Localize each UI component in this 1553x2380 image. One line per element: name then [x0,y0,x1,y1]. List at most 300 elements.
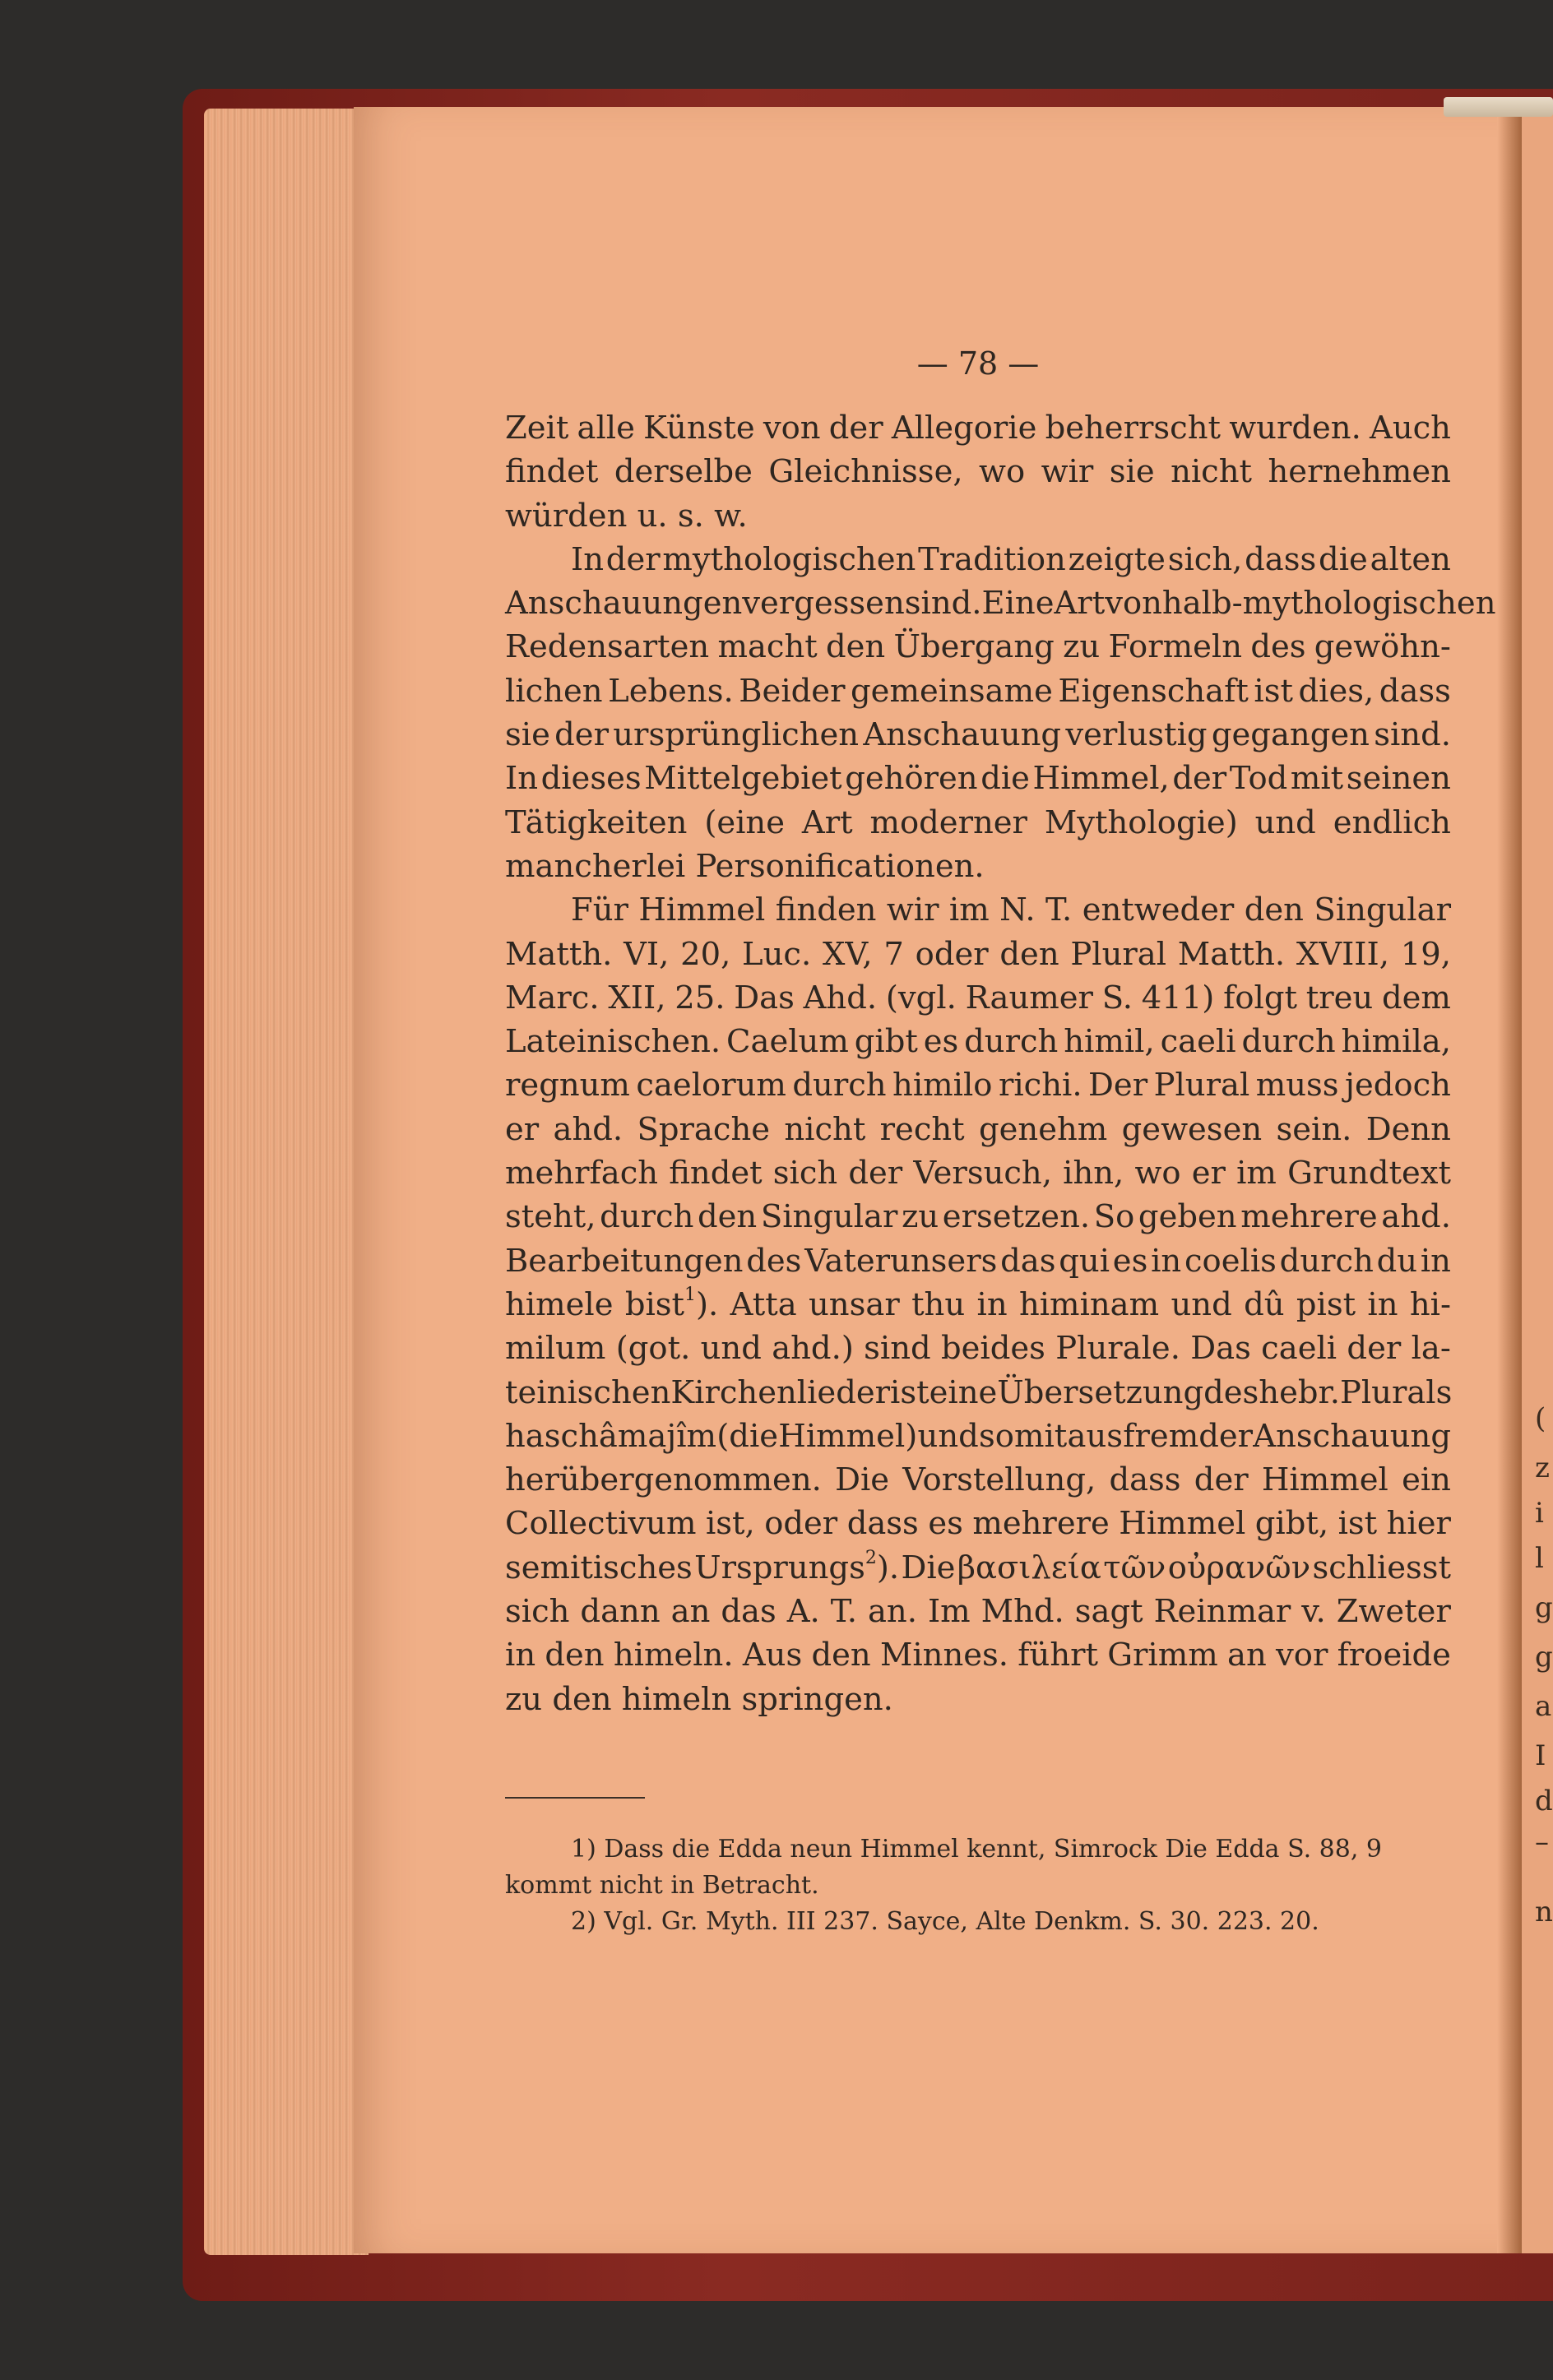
word: finden [775,891,877,929]
word: durch [600,1198,694,1236]
word: 7 [883,935,904,973]
word: du [1376,1242,1418,1280]
word: 20, [680,935,731,973]
word: gibt [854,1023,918,1061]
word: lichen [505,672,603,710]
word: ist [890,1373,929,1411]
word: Raumer [965,979,1093,1016]
word: mehrere [1240,1198,1378,1236]
word: Ahd. [803,979,878,1016]
word: sich, [1167,540,1243,578]
word: ersetzen. [942,1198,1091,1236]
word: halb-mythologischen [1161,585,1496,623]
text-line [505,1195,1451,1239]
word: Ursprungs$^2$). [694,1547,900,1586]
word: Sprache [637,1110,771,1148]
next-page-glyph: ( [1535,1402,1546,1435]
text-line [505,933,1451,976]
word: ihn, [1063,1155,1124,1192]
word: Mythologie) [1044,803,1238,841]
word: himinam [1018,1285,1160,1323]
word: das [1000,1242,1056,1280]
word: Plurale. [1055,1330,1180,1368]
word: den [1244,891,1304,929]
word: Matth. [505,935,613,973]
word: τῶν [1103,1549,1166,1586]
text-line [505,713,1451,757]
word: und [1171,1285,1232,1323]
word: alle [577,410,635,447]
text-line [505,625,1451,669]
word: 25. [675,979,726,1016]
word: Collectivum [505,1505,697,1543]
word: A. [786,1593,820,1631]
footnote-1-line-2: kommt nicht in Betracht. [505,1870,819,1900]
line-text: mancherlei Personificationen. [505,847,985,885]
next-page-glyph: i [1535,1497,1544,1530]
word: sich [505,1593,570,1631]
word: durch [792,1067,887,1104]
word: Im [927,1593,971,1631]
word: Mittelgebiet [644,760,842,798]
text-line [505,801,1451,845]
word: entweder [1082,891,1235,929]
word: es [923,1023,959,1061]
bookmark-ribbon [1444,97,1553,117]
text-line [505,976,1451,1020]
word: himele [505,1285,614,1323]
word: im [1236,1155,1277,1192]
word: Singular [1314,891,1451,929]
word: froeide [1337,1637,1451,1674]
word: Plurals [1339,1373,1453,1411]
word: ahd. [1381,1198,1451,1236]
word: den [811,1637,871,1674]
word: geben [1138,1198,1237,1236]
word: Himmel [1119,1505,1246,1543]
word: und [700,1330,762,1368]
word: den [545,1637,605,1674]
next-page-glyph: d [1535,1785,1553,1817]
word: findet [669,1155,763,1192]
word: Anschauungen [505,585,743,623]
word: ist, [705,1505,755,1543]
word: wo [1134,1155,1181,1192]
word: zeigte [1068,540,1166,578]
text-line [505,494,1451,538]
word: hier [1386,1505,1451,1543]
word: Art [1054,585,1106,623]
word: So [1093,1198,1135,1236]
word: und [1254,803,1316,841]
word: Grimm [1107,1637,1218,1674]
word: in [976,1285,1008,1323]
word: Vaterunsers [804,1242,998,1280]
word: Bearbeitungen [505,1242,744,1280]
word: wir [886,891,939,929]
word: himil, [1064,1023,1155,1061]
word: S. [1101,979,1133,1016]
word: der [1172,760,1227,798]
footnote-marker: 1 [684,1285,697,1306]
page-number: — 78 — [916,345,1040,382]
word: Denn [1365,1110,1451,1148]
word: und [917,1417,979,1455]
word: moderner [869,803,1027,841]
word: ursprünglichen [613,716,860,754]
word: N. [999,891,1036,929]
word: die [1319,540,1368,578]
word: Gleichnisse, [768,453,963,491]
word: Die [835,1461,890,1499]
word: derselbe [614,453,753,491]
word: dem [1381,979,1451,1016]
word: des [1203,1373,1259,1411]
text-line [505,1283,1451,1327]
word: Reinmar [1153,1593,1291,1631]
word: dass [1379,672,1451,710]
word: durch [1279,1242,1374,1280]
word: somit [979,1417,1068,1455]
text-line [505,406,1451,450]
next-page-glyph: g [1535,1641,1553,1674]
word: Aus [742,1637,803,1674]
word: XII, [608,979,666,1016]
word: der [1347,1330,1402,1368]
word: der [1194,1461,1249,1499]
word: wurden. [1229,410,1361,447]
word: Künste [643,410,755,447]
word: hebr. [1259,1373,1340,1411]
word: macht [717,628,818,666]
word: er [1191,1155,1226,1192]
word: oder [915,935,989,973]
word: coelis [1184,1242,1277,1280]
word: dû [1244,1285,1285,1323]
word: nicht [1171,453,1253,491]
word: gemeinsame [851,672,1053,710]
word: regnum [505,1067,630,1104]
text-line [505,757,1451,800]
word: thu [911,1285,966,1323]
word: gewesen [1121,1110,1263,1148]
word: Redensarten [505,628,710,666]
word: in [1151,1242,1182,1280]
body-text [505,406,1496,1721]
word: (die [716,1417,779,1455]
word: In [505,760,539,798]
word: vor [1276,1637,1328,1674]
word: der [828,410,883,447]
word: (vgl. [885,979,957,1016]
word: mythologischen [662,540,916,578]
word: durch [964,1023,1059,1061]
word: sind [864,1330,931,1368]
word: semitisches [505,1549,693,1586]
word: in [1367,1285,1398,1323]
word: dann [580,1593,661,1631]
next-page-glyph: n [1535,1896,1553,1929]
word: Plural [1153,1067,1250,1104]
word: der [554,716,609,754]
text-line [505,845,1451,888]
word: die [980,760,1030,798]
text-line [505,1063,1451,1107]
word: Der [1088,1067,1148,1104]
word: des [746,1242,802,1280]
footnote-marker: 2 [865,1547,877,1568]
text-line [505,1108,1451,1151]
word: sie [505,716,550,754]
word: in [505,1637,536,1674]
word: hernehmen [1268,453,1451,491]
word: mit [1290,760,1344,798]
word: Lateinischen. [505,1023,721,1061]
word: genehm [979,1110,1108,1148]
word: von [763,410,821,447]
word: 19, [1400,935,1451,973]
word: XVIII, [1296,935,1389,973]
text-line [505,450,1451,493]
text-line [505,581,1496,625]
word: Vorstellung, [902,1461,1096,1499]
word: mehrere [972,1505,1110,1543]
word: (eine [704,803,786,841]
word: Himmel [638,891,766,929]
word: Allegorie [891,410,1037,447]
word: Tradition [918,540,1066,578]
word: qui [1059,1242,1110,1280]
word: endlich [1333,803,1451,841]
text-line [505,669,1451,713]
word: Das [734,979,795,1016]
word: Minnes. [879,1637,1009,1674]
word: gewöhn- [1314,628,1451,666]
word: Formeln [1108,628,1243,666]
footnote-rule [505,1797,645,1799]
word: ist [1254,672,1293,710]
word: Auch [1370,410,1451,447]
word: himila, [1341,1023,1451,1061]
word: haschâmajîm [505,1417,717,1455]
word: Art [801,803,853,841]
word: caelorum [636,1067,786,1104]
text-line [505,1151,1451,1195]
word: οὐρανῶν [1167,1549,1311,1586]
line-text: zu den himeln springen. [505,1680,893,1718]
word: gegangen [1211,716,1370,754]
word: es [1112,1242,1148,1280]
word: von [1105,585,1162,623]
word: eine [929,1373,998,1411]
text-line [505,1371,1451,1415]
text-line [505,538,1451,581]
word: alten [1370,540,1451,578]
word: caeli [1160,1023,1236,1061]
word: ahd.) [772,1330,854,1368]
word: ist [1337,1505,1378,1543]
text-line [505,1020,1451,1063]
word: wo [979,453,1026,491]
word: steht, [505,1198,596,1236]
word: unsar [809,1285,900,1323]
word: oder [764,1505,838,1543]
word: (got. [615,1330,691,1368]
next-page-glyph: g [1535,1591,1553,1624]
word: milum [505,1330,606,1368]
word: aus [1067,1417,1124,1455]
next-page-glyph: – [1535,1826,1549,1859]
word: seinen [1346,760,1451,798]
word: der [848,1155,903,1192]
word: er [505,1110,540,1148]
word: beherrscht [1045,410,1221,447]
word: führt [1018,1637,1099,1674]
word: verlustig [1065,716,1208,754]
word: durch [1241,1023,1336,1061]
text-line [505,1502,1451,1545]
word: In [571,540,605,578]
word: Singular [760,1198,898,1236]
word: Beider [739,672,846,710]
word: mehrfach [505,1155,659,1192]
word: caeli [1261,1330,1337,1368]
text-line [505,1546,1451,1590]
word: Eigenschaft [1058,672,1249,710]
word: Übersetzung [997,1373,1204,1411]
word: wir [1041,453,1094,491]
word: an [1227,1637,1267,1674]
text-line [505,888,1451,932]
word: Atta [730,1285,797,1323]
word: in [1420,1242,1451,1280]
word: bist$^1$). [624,1285,719,1323]
line-text: würden u. s. w. [505,497,748,535]
word: sie [1109,453,1155,491]
word: dass [846,1505,919,1543]
word: Die [901,1549,956,1586]
text-line [505,1239,1451,1283]
next-page-glyph: z [1535,1452,1550,1484]
word: XV, [822,935,873,973]
word: Zeit [505,410,569,447]
word: den [999,935,1059,973]
next-page-glyph: l [1535,1542,1544,1575]
text-line [505,1327,1451,1370]
word: Matth. [1177,935,1286,973]
footnote-2: 2) Vgl. Gr. Myth. III 237. Sayce, Alte Denkm. S. 30. 223. 20. [571,1906,1319,1936]
word: Luc. [742,935,812,973]
word: das [721,1593,776,1631]
word: jedoch [1345,1067,1451,1104]
word: folgt [1223,979,1297,1016]
word: im [948,891,990,929]
word: Versuch, [913,1155,1052,1192]
word: himilo [892,1067,993,1104]
word: Marc. [505,979,600,1016]
word: Anschauung [863,716,1062,754]
word: Himmel [1261,1461,1388,1499]
word: herübergenommen. [505,1461,822,1499]
word: gibt, [1254,1505,1329,1543]
book-gutter [1497,107,1522,2253]
next-page-glyph: a [1535,1690,1552,1723]
word: treu [1305,979,1374,1016]
word: recht [879,1110,965,1148]
word: fremder [1123,1417,1254,1455]
word: an [670,1593,711,1631]
word: Caelum [726,1023,849,1061]
text-line [505,1633,1451,1677]
word: Für [571,891,628,929]
word: zu [1063,628,1101,666]
word: beides [940,1330,1045,1368]
page-text [505,345,1496,1940]
word: 411) [1141,979,1215,1016]
word: sich [772,1155,838,1192]
word: dass [1109,1461,1181,1499]
word: muss [1255,1067,1339,1104]
word: la- [1411,1330,1451,1368]
text-line [505,1678,1451,1721]
word: T. [1045,891,1073,929]
word: Himmel) [778,1417,918,1455]
word: des [1250,628,1306,666]
word: findet [505,453,599,491]
word: Tod [1229,760,1288,798]
next-page-strip [1522,107,1553,2253]
word: den [697,1198,758,1236]
word: hi- [1409,1285,1451,1323]
word: Grundtext [1287,1155,1451,1192]
word: Lebens. [608,672,734,710]
word: pist [1296,1285,1356,1323]
word: Mhd. [980,1593,1064,1631]
word: Zweter [1336,1593,1451,1631]
word: sind. [904,585,982,623]
word: himeln. [613,1637,734,1674]
word: an. [867,1593,917,1631]
word: dies, [1298,672,1375,710]
word: dieses [540,760,642,798]
word: richi. [998,1067,1082,1104]
word: sagt [1074,1593,1143,1631]
word: Kirchenlieder [670,1373,891,1411]
text-line [505,1590,1451,1633]
word: VI, [624,935,670,973]
text-line [505,1458,1451,1502]
word: gehören [845,760,978,798]
word: Plural [1070,935,1167,973]
text-line [505,1415,1451,1458]
word: zu [902,1198,939,1236]
word: T. [830,1593,857,1631]
word: nicht [784,1110,866,1148]
word: Tätigkeiten [505,803,688,841]
next-page-glyph: I [1535,1739,1546,1772]
word: ein [1402,1461,1451,1499]
page-edges [204,109,369,2255]
word: der [605,540,661,578]
word: Übergang [893,628,1055,666]
word: sind. [1374,716,1451,754]
word: es [928,1505,963,1543]
word: dass [1245,540,1317,578]
word: Himmel, [1032,760,1170,798]
word: schliesst [1312,1549,1451,1586]
word: Das [1190,1330,1251,1368]
word: sein. [1276,1110,1352,1148]
